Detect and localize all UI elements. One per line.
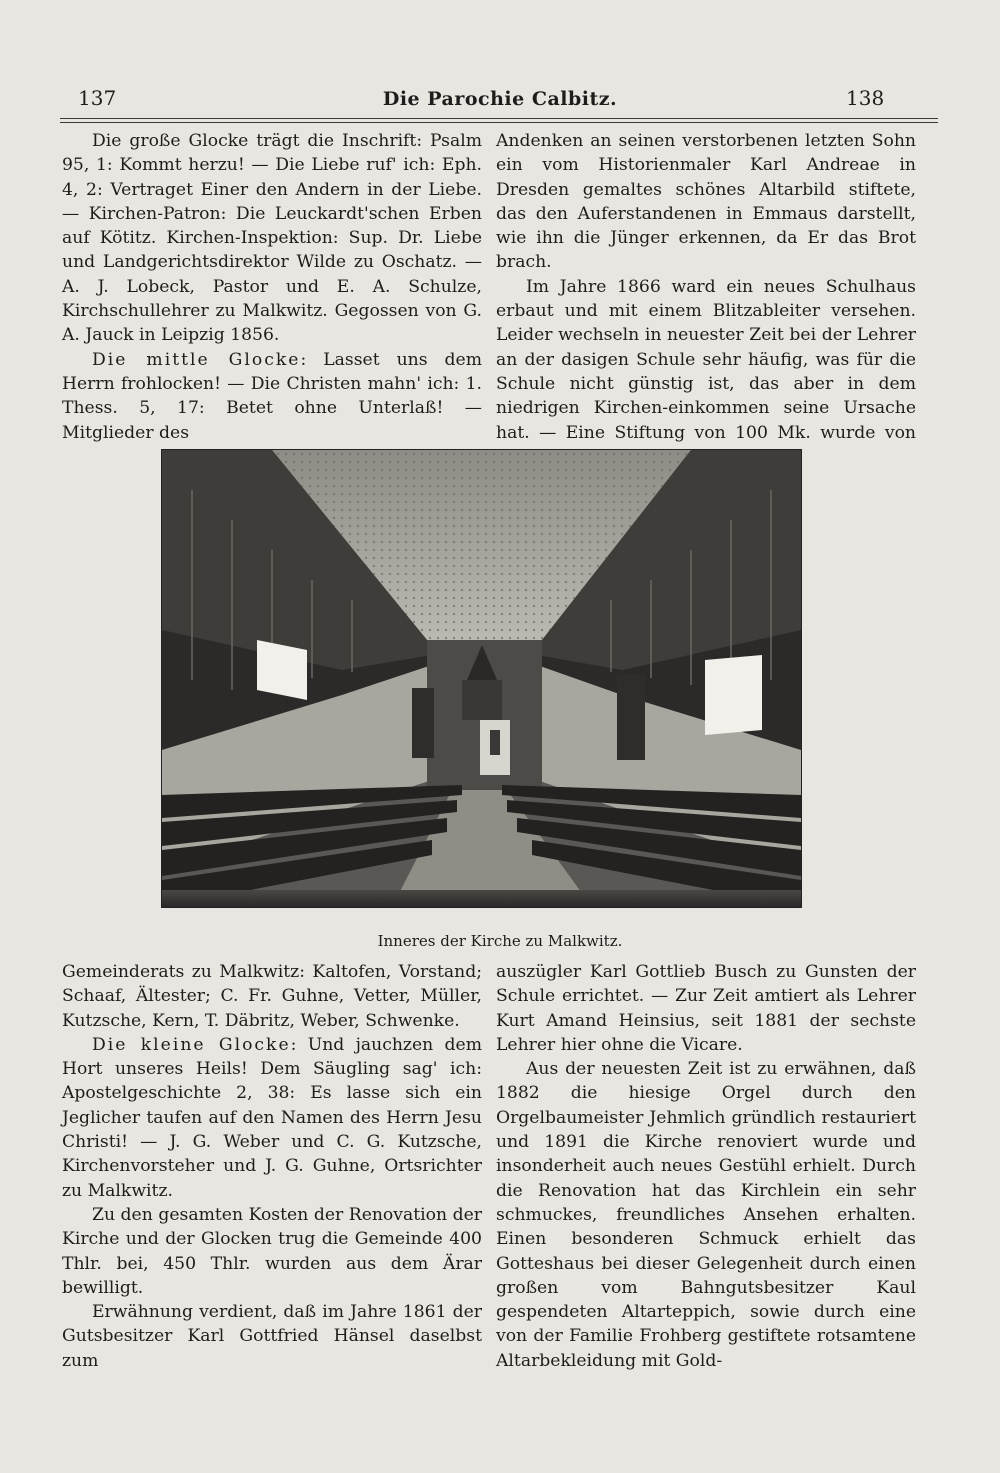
paragraph-text: : Und jauchzen dem Hort unseres Heils! Dem Säugling sag' ich: Apostelgeschichte 2, 38: Es lasse sich ein Jeglicher taufen auf den Namen des Herrn Jesu Christi! — J. G. Weber und C. G. Kutzsche, Kirchenvorsteher und J. G. Guhne, Ortsrichter zu Malkwitz.	[62, 1034, 482, 1201]
running-title: Die Parochie Calbitz.	[382, 88, 618, 110]
column-left-top	[62, 129, 482, 445]
church-interior-photo	[161, 449, 802, 908]
paragraph: Gemeinderats zu Malkwitz: Kaltofen, Vorstand; Schaaf, Ältester; C. Fr. Guhne, Vetter, Müller, Kutzsche, Kern, T. Däbritz, Weber, Schwenke.	[62, 962, 482, 1031]
paragraph: Erwähnung verdient, daß im Jahre 1861 der Gutsbesitzer Karl Gottfried Hänsel daselbst zum	[62, 1302, 482, 1371]
figure-caption: Inneres der Kirche zu Malkwitz.	[377, 932, 623, 950]
header-rule-top	[60, 118, 938, 119]
spaced-heading: Die mittle Glocke	[92, 349, 301, 370]
column-right-bottom	[496, 960, 916, 1373]
page-number-right: 138	[846, 86, 885, 110]
paragraph: auszügler Karl Gottlieb Busch zu Gunsten der Schule errichtet. — Zur Zeit amtiert als Lehrer Kurt Amand Heinsius, seit 1881 der sechste Lehrer hier ohne die Vicare.	[496, 962, 916, 1055]
header-rule-bottom	[60, 122, 938, 123]
page-number-left: 137	[78, 86, 117, 110]
paragraph	[62, 1033, 482, 1203]
column-left-bottom	[62, 960, 482, 1373]
paragraph: Im Jahre 1866 ward ein neues Schulhaus erbaut und mit einem Blitzableiter versehen. Leider wechseln in neuester Zeit bei der Lehrer an der dasigen Schule sehr häufig, was für die Schule nicht günstig ist, das aber in dem niedrigen Kirchen-einkommen seine Ursache hat. — Eine Stiftung von 100 Mk. wurde von	[496, 276, 916, 443]
spaced-heading: Die kleine Glocke	[92, 1034, 291, 1055]
paragraph: Die große Glocke trägt die Inschrift: Psalm 95, 1: Kommt herzu! — Die Liebe ruf' ich: Eph. 4, 2: Vertraget Einer den Andern in der Liebe. — Kirchen-Patron: Die Leuckardt'schen Erben auf Kötitz. Kirchen-Inspektion: Sup. Dr. Liebe und Landgerichtsdirektor Wilde zu Oschatz. — A. J. Lobeck, Pastor und E. A. Schulze, Kirchschullehrer zu Malkwitz. Gegossen von G. A. Jauck in Leipzig 1856.	[62, 131, 482, 346]
paragraph	[62, 348, 482, 445]
column-right-top	[496, 129, 916, 469]
paragraph: Andenken an seinen verstorbenen letzten Sohn ein vom Historienmaler Karl Andreae in Dresden gemaltes schönes Altarbild stiftete, das den Auferstandenen in Emmaus darstellt, wie ihn die Jünger erkennen, da Er das Brot brach.	[496, 131, 916, 273]
paragraph: Zu den gesamten Kosten der Renovation der Kirche und der Glocken trug die Gemeinde 400 Thlr. bei, 450 Thlr. wurden aus dem Ärar bewilligt.	[62, 1204, 482, 1298]
paragraph-text: : Lasset uns dem Herrn frohlocken! — Die Christen mahn' ich: 1. Thess. 5, 17: Betet ohne Unterlaß! — Mitglieder des	[62, 349, 482, 443]
paragraph: Aus der neuesten Zeit ist zu erwähnen, daß 1882 die hiesige Orgel durch den Orgelbaumeister Jehmlich gründlich restauriert und 1891 die Kirche renoviert wurde und insonderheit auch neues Gestühl erhielt. Durch die Renovation hat das Kirchlein ein sehr schmuckes, freundliches Ansehen erhalten. Einen besonderen Schmuck erhielt das Gotteshaus bei dieser Gelegenheit durch einen großen vom Bahngutsbesitzer Kaul gespendeten Altarteppich, sowie durch eine von der Familie Frohberg gestiftete rotsamtene Altarbekleidung mit Gold-	[496, 1059, 916, 1371]
